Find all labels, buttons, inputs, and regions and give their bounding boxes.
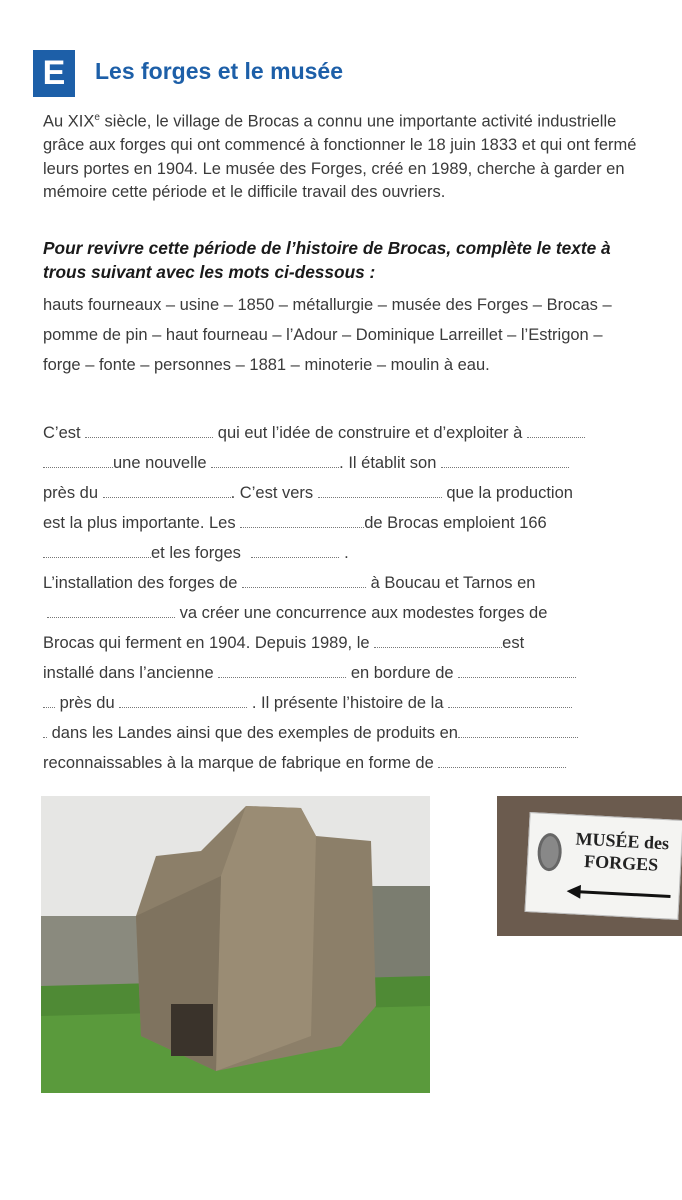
text-line bbox=[43, 658, 643, 688]
text-line bbox=[43, 448, 643, 478]
blank-7[interactable] bbox=[318, 485, 442, 498]
forge-tower-photo bbox=[41, 796, 430, 1093]
blank-19[interactable] bbox=[43, 725, 47, 738]
blank-16[interactable] bbox=[43, 695, 55, 708]
text-fragment: en bordure de bbox=[350, 664, 454, 682]
blank-15[interactable] bbox=[458, 665, 576, 678]
blank-14[interactable] bbox=[218, 665, 346, 678]
blank-1[interactable] bbox=[85, 425, 213, 438]
intro-paragraph bbox=[43, 106, 643, 205]
text-fragment: C’est bbox=[43, 424, 81, 442]
blank-20[interactable] bbox=[458, 725, 578, 738]
text-fragment: . C’est vers bbox=[230, 484, 314, 502]
sign-line-1: MUSÉE des bbox=[575, 828, 670, 854]
text-line bbox=[43, 598, 643, 628]
blank-8[interactable] bbox=[240, 515, 364, 528]
text-fragment: reconnaissables à la marque de fabrique en forme de bbox=[43, 754, 434, 772]
text-fragment: une nouvelle bbox=[113, 454, 207, 472]
blank-11[interactable] bbox=[242, 575, 366, 588]
intro-superscript: e bbox=[94, 112, 100, 123]
blank-17[interactable] bbox=[119, 695, 247, 708]
word-list: hauts fourneaux – usine – 1850 – métallurgie – musée des Forges – Brocas – pomme de pin – haut fourneau – l’Adour – Dominique Larreillet – l’Estrigon – forge – fonte – personnes – 1881 – minoterie – moulin à eau. bbox=[43, 296, 612, 374]
text-fragment: près du bbox=[59, 694, 115, 712]
section-letter-badge: E bbox=[33, 50, 75, 97]
text-fragment: Brocas qui ferment en 1904. Depuis 1989, le bbox=[43, 634, 370, 652]
text-fragment: près du bbox=[43, 484, 99, 502]
text-line bbox=[43, 568, 643, 598]
text-line bbox=[43, 508, 643, 538]
text-fragment: qui eut l’idée de construire et d’exploiter à bbox=[217, 424, 523, 442]
blank-3[interactable] bbox=[43, 455, 113, 468]
sign-line-2: FORGES bbox=[583, 850, 659, 875]
blank-9[interactable] bbox=[43, 545, 151, 558]
blank-4[interactable] bbox=[211, 455, 339, 468]
text-fragment: que la production bbox=[446, 484, 573, 502]
fill-in-text bbox=[43, 418, 643, 778]
text-fragment: de Brocas emploient 166 bbox=[364, 514, 547, 532]
text-fragment: . Il présente l’histoire de la bbox=[251, 694, 444, 712]
text-line bbox=[43, 688, 643, 718]
text-line bbox=[43, 748, 643, 778]
blank-10[interactable] bbox=[251, 545, 339, 558]
instruction-text: Pour revivre cette période de l’histoire de Brocas, complète le texte à trous suivant avec les mots ci-dessous : bbox=[43, 238, 611, 282]
text-fragment: . Il établit son bbox=[339, 454, 437, 472]
blank-12[interactable] bbox=[47, 605, 175, 618]
pine-cone-icon bbox=[534, 829, 566, 875]
text-line bbox=[43, 418, 643, 448]
forge-tower-illustration bbox=[41, 796, 430, 1093]
text-line bbox=[43, 478, 643, 508]
text-fragment: installé dans l’ancienne bbox=[43, 664, 214, 682]
text-fragment: dans les Landes ainsi que des exemples de produits en bbox=[51, 724, 458, 742]
blank-18[interactable] bbox=[448, 695, 572, 708]
intro-text-rest: siècle, le village de Brocas a connu une importante activité industrielle grâce aux forges qui ont commencé à fonctionner le 18 juin 1833 et qui ont fermé leurs portes en 1904. Le musée des Forges, créé en 1989, cherche à garder en mémoire cette période et le difficile travail des ouvriers. bbox=[43, 112, 637, 201]
blank-13[interactable] bbox=[374, 635, 502, 648]
text-line bbox=[43, 718, 643, 748]
text-fragment: à Boucau et Tarnos en bbox=[370, 574, 536, 592]
text-line bbox=[43, 538, 643, 568]
intro-text-start: Au XIX bbox=[43, 112, 95, 131]
blank-6[interactable] bbox=[103, 485, 231, 498]
museum-sign-photo bbox=[497, 796, 682, 936]
text-fragment: . bbox=[344, 544, 349, 562]
sign-text bbox=[566, 827, 678, 877]
text-fragment: est la plus importante. Les bbox=[43, 514, 236, 532]
museum-sign bbox=[524, 812, 682, 920]
text-fragment: est bbox=[502, 634, 525, 652]
text-fragment: va créer une concurrence aux modestes forges de bbox=[179, 604, 548, 622]
blank-5[interactable] bbox=[441, 455, 569, 468]
arrow-left-icon bbox=[566, 883, 671, 904]
text-fragment: L’installation des forges de bbox=[43, 574, 238, 592]
text-line bbox=[43, 628, 643, 658]
blank-2[interactable] bbox=[527, 425, 585, 438]
blank-21[interactable] bbox=[438, 755, 566, 768]
text-fragment: et les forges bbox=[151, 544, 241, 562]
section-title: Les forges et le musée bbox=[95, 58, 343, 84]
